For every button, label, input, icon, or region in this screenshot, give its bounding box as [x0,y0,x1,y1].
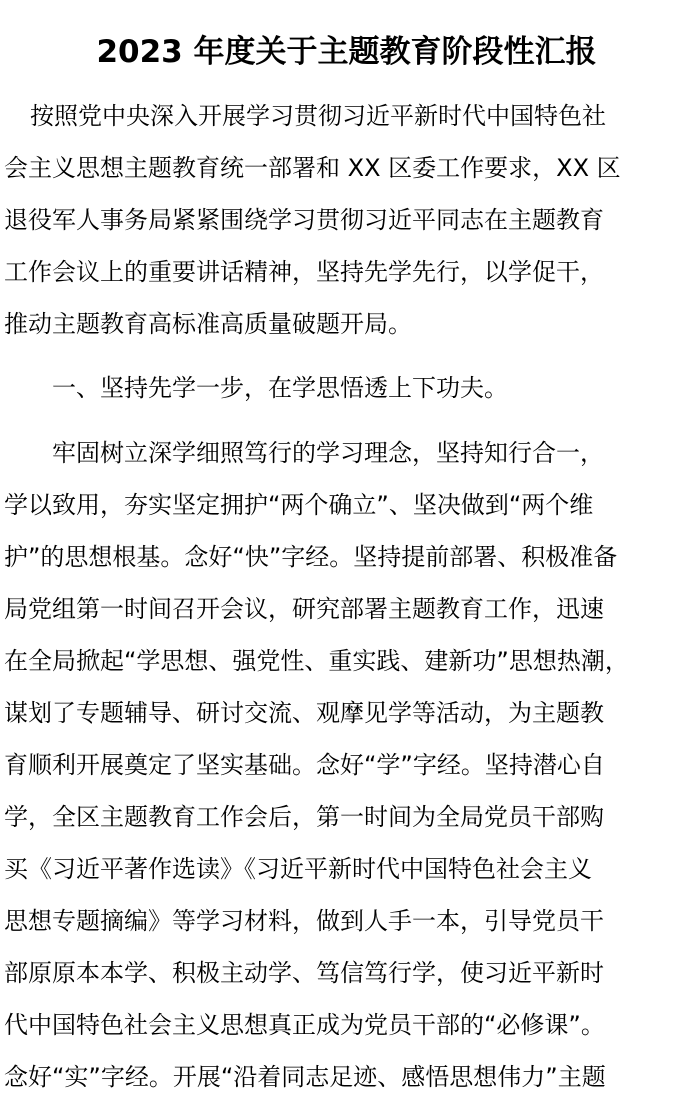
paragraph-line: 会主义思想主题教育统一部署和 XX 区委工作要求，XX 区 [4,154,621,182]
paragraph-line: 局党组第一时间召开会议，研究部署主题教育工作，迅速 [4,595,604,623]
paragraph-line: 育顺利开展奠定了坚实基础。念好“学”字经。坚持潜心自 [4,751,605,779]
paragraph-line: 护”的思想根基。念好“快”字经。坚持提前部署、积极准备 [4,543,618,571]
paragraph-line: 思想专题摘编》等学习材料，做到人手一本，引导党员干 [4,907,604,935]
paragraph-line: 学以致用，夯实坚定拥护“两个确立”、坚决做到“两个维 [4,491,594,519]
document-title: 2023 年度关于主题教育阶段性汇报 [96,34,597,70]
section-heading: 一、坚持先学一步，在学思悟透上下功夫。 [52,374,508,402]
paragraph-line: 退役军人事务局紧紧围绕学习贯彻习近平同志在主题教育 [4,206,604,234]
paragraph-line: 学，全区主题教育工作会后，第一时间为全局党员干部购 [4,803,604,831]
paragraph-line: 念好“实”字经。开展“沿着同志足迹、感悟思想伟力”主题 [4,1063,606,1091]
paragraph-line: 牢固树立深学细照笃行的学习理念，坚持知行合一， [52,439,604,467]
paragraph-line: 代中国特色社会主义思想真正成为党员干部的“必修课”。 [4,1011,605,1039]
paragraph-line: 部原原本本学、积极主动学、笃信笃行学，使习近平新时 [4,959,604,987]
paragraph-line: 推动主题教育高标准高质量破题开局。 [4,310,412,338]
paragraph-line: 工作会议上的重要讲话精神，坚持先学先行，以学促干， [4,258,604,286]
paragraph-line: 在全局掀起“学思想、强党性、重实践、建新功”思想热潮， [4,647,629,675]
paragraph-line: 按照党中央深入开展学习贯彻习近平新时代中国特色社 [30,102,606,130]
paragraph-line: 谋划了专题辅导、研讨交流、观摩见学等活动，为主题教 [4,699,604,727]
paragraph-line: 买《习近平著作选读》《习近平新时代中国特色社会主义 [4,855,592,883]
